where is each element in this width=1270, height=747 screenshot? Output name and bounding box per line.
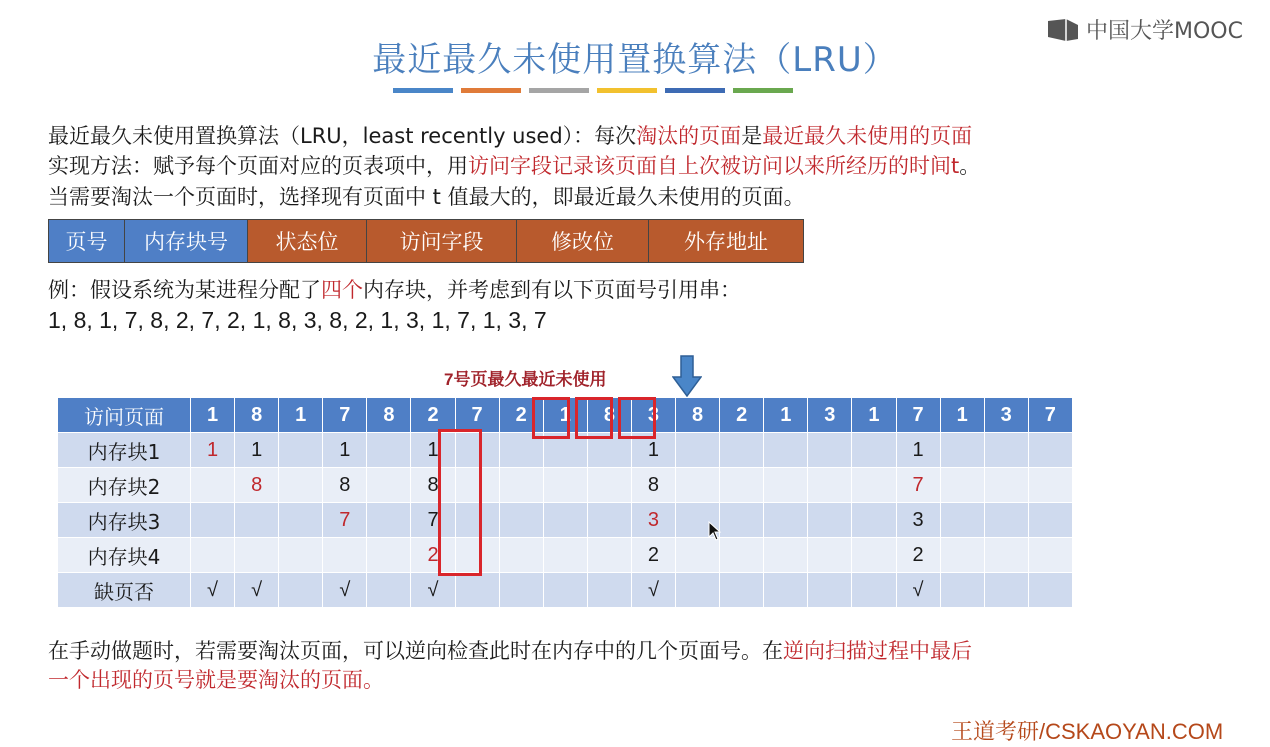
ref-cell: 8 <box>235 398 279 433</box>
ref-cell: 3 <box>808 398 852 433</box>
memory-block-row <box>58 538 1073 573</box>
block-cell <box>235 538 279 573</box>
field-page-number: 页号 <box>49 220 125 262</box>
block-cell <box>852 503 896 538</box>
row-label: 缺页否 <box>58 573 191 608</box>
ref-cell: 7 <box>1028 398 1072 433</box>
title-bar-1 <box>461 88 521 93</box>
ref-cell: 2 <box>720 398 764 433</box>
field-modify-bit: 修改位 <box>517 220 649 262</box>
page-fault-row <box>58 573 1073 608</box>
ref-cell: 1 <box>543 398 587 433</box>
block-cell: 2 <box>896 538 940 573</box>
block-cell: 1 <box>191 433 235 468</box>
example-intro: 例：假设系统为某进程分配了四个内存块，并考虑到有以下页面号引用串： <box>48 278 741 302</box>
block-cell: 8 <box>323 468 367 503</box>
block-cell <box>543 538 587 573</box>
block-cell <box>1028 503 1072 538</box>
block-cell <box>191 503 235 538</box>
block-cell <box>279 433 323 468</box>
field-access-field: 访问字段 <box>367 220 517 262</box>
ref-cell: 3 <box>631 398 675 433</box>
block-cell: 2 <box>411 538 455 573</box>
block-cell <box>367 468 411 503</box>
block-cell <box>940 503 984 538</box>
block-cell <box>367 433 411 468</box>
fault-cell: √ <box>323 573 367 608</box>
block-cell <box>808 538 852 573</box>
page-table-entry-format <box>48 219 804 263</box>
block-cell <box>940 538 984 573</box>
fault-cell: √ <box>235 573 279 608</box>
block-cell <box>940 468 984 503</box>
block-cell: 8 <box>411 468 455 503</box>
fault-cell <box>852 573 896 608</box>
block-cell <box>940 433 984 468</box>
selection-rule-line: 当需要淘汰一个页面时，选择现有页面中 t 值最大的，即最近最久未使用的页面。 <box>48 185 805 209</box>
block-cell <box>587 468 631 503</box>
access-row-label: 访问页面 <box>58 398 191 433</box>
fault-cell <box>279 573 323 608</box>
row-label: 内存块2 <box>58 468 191 503</box>
memory-block-row <box>58 468 1073 503</box>
block-cell <box>587 503 631 538</box>
fault-cell <box>1028 573 1072 608</box>
row-label: 内存块1 <box>58 433 191 468</box>
memory-block-row <box>58 503 1073 538</box>
fault-cell <box>455 573 499 608</box>
block-cell <box>191 468 235 503</box>
block-cell <box>808 433 852 468</box>
block-cell <box>279 468 323 503</box>
fault-cell: √ <box>411 573 455 608</box>
fault-cell: √ <box>896 573 940 608</box>
ref-cell: 8 <box>367 398 411 433</box>
block-cell <box>323 538 367 573</box>
block-cell <box>1028 538 1072 573</box>
title-bar-3 <box>597 88 657 93</box>
fault-cell <box>499 573 543 608</box>
block-cell: 8 <box>235 468 279 503</box>
block-cell <box>543 503 587 538</box>
ref-cell: 2 <box>499 398 543 433</box>
block-cell <box>543 468 587 503</box>
block-cell <box>676 538 720 573</box>
lru-callout: 7号页最久最近未使用 <box>444 370 607 389</box>
ref-cell: 1 <box>940 398 984 433</box>
block-cell <box>279 538 323 573</box>
block-cell: 1 <box>411 433 455 468</box>
ref-cell: 1 <box>191 398 235 433</box>
block-cell <box>764 468 808 503</box>
block-cell <box>499 468 543 503</box>
highlight-box-column-2 <box>438 429 482 576</box>
fault-cell <box>720 573 764 608</box>
block-cell <box>764 503 808 538</box>
title-bar-0 <box>393 88 453 93</box>
fault-cell <box>543 573 587 608</box>
slide-title: 最近最久未使用置换算法（LRU） <box>372 40 898 80</box>
fault-cell <box>367 573 411 608</box>
down-arrow-icon <box>672 355 702 397</box>
block-cell <box>984 468 1028 503</box>
block-cell <box>367 503 411 538</box>
fault-cell <box>587 573 631 608</box>
reference-string: 1, 8, 1, 7, 8, 2, 7, 2, 1, 8, 3, 8, 2, 1, 3, 1, 7, 1, 3, 7 <box>48 307 547 333</box>
block-cell <box>499 538 543 573</box>
title-bar-4 <box>665 88 725 93</box>
block-cell: 1 <box>896 433 940 468</box>
row-label: 内存块4 <box>58 538 191 573</box>
site-watermark: 王道考研/CSKAOYAN.COM <box>951 719 1224 744</box>
block-cell <box>852 468 896 503</box>
ref-cell: 8 <box>676 398 720 433</box>
block-cell <box>279 503 323 538</box>
block-cell <box>499 503 543 538</box>
block-cell <box>808 468 852 503</box>
block-cell <box>720 503 764 538</box>
manual-tip: 在手动做题时，若需要淘汰页面，可以逆向检查此时在内存中的几个页面号。在逆向扫描过程中最后 一个出现的页号就是要淘汰的页面。 <box>48 639 972 692</box>
ref-cell: 2 <box>411 398 455 433</box>
title-bar-2 <box>529 88 589 93</box>
block-cell: 8 <box>631 468 675 503</box>
fault-cell <box>808 573 852 608</box>
block-cell <box>852 538 896 573</box>
block-cell <box>676 433 720 468</box>
ref-cell: 1 <box>279 398 323 433</box>
fault-cell: √ <box>631 573 675 608</box>
block-cell: 7 <box>411 503 455 538</box>
fault-cell: √ <box>191 573 235 608</box>
fault-cell <box>764 573 808 608</box>
block-cell <box>720 433 764 468</box>
highlight-box-ref-1 <box>575 397 613 439</box>
block-cell: 1 <box>631 433 675 468</box>
block-cell: 1 <box>235 433 279 468</box>
block-cell <box>587 538 631 573</box>
block-cell <box>984 538 1028 573</box>
block-cell <box>984 433 1028 468</box>
block-cell <box>808 503 852 538</box>
block-cell: 7 <box>323 503 367 538</box>
ref-cell: 7 <box>323 398 367 433</box>
block-cell <box>984 503 1028 538</box>
block-cell <box>720 538 764 573</box>
mooc-logo <box>1046 14 1243 45</box>
block-cell <box>235 503 279 538</box>
block-cell <box>764 433 808 468</box>
block-cell <box>764 538 808 573</box>
block-cell <box>676 468 720 503</box>
fault-cell <box>676 573 720 608</box>
block-cell <box>852 433 896 468</box>
field-block-number: 内存块号 <box>125 220 248 262</box>
fault-cell <box>984 573 1028 608</box>
block-cell: 1 <box>323 433 367 468</box>
field-external-address: 外存地址 <box>649 220 803 262</box>
ref-cell: 1 <box>852 398 896 433</box>
ref-cell: 1 <box>764 398 808 433</box>
mooc-logo-text: 中国大学MOOC <box>1086 19 1243 44</box>
block-cell: 3 <box>896 503 940 538</box>
implementation-line: 实现方法：赋予每个页面对应的页表项中，用访问字段记录该页面自上次被访问以来所经历的时间t。 <box>48 154 981 178</box>
field-status-bit: 状态位 <box>248 220 367 262</box>
highlight-box-ref-2 <box>532 397 570 439</box>
block-cell: 2 <box>631 538 675 573</box>
block-cell <box>1028 468 1072 503</box>
block-cell: 3 <box>631 503 675 538</box>
ref-cell: 7 <box>455 398 499 433</box>
block-cell <box>367 538 411 573</box>
definition-line: 最近最久未使用置换算法（LRU，least recently used）：每次淘汰的页面是最近最久未使用的页面 <box>48 124 973 148</box>
highlight-box-ref-8 <box>618 397 656 439</box>
mooc-logo-icon <box>1046 17 1080 43</box>
block-cell <box>1028 433 1072 468</box>
ref-cell: 8 <box>587 398 631 433</box>
mouse-cursor-icon <box>708 521 722 541</box>
block-cell: 7 <box>896 468 940 503</box>
fault-cell <box>940 573 984 608</box>
block-cell <box>191 538 235 573</box>
row-label: 内存块3 <box>58 503 191 538</box>
title-bar-5 <box>733 88 793 93</box>
ref-cell: 7 <box>896 398 940 433</box>
title-underline-bars <box>393 88 793 93</box>
block-cell <box>720 468 764 503</box>
ref-cell: 3 <box>984 398 1028 433</box>
